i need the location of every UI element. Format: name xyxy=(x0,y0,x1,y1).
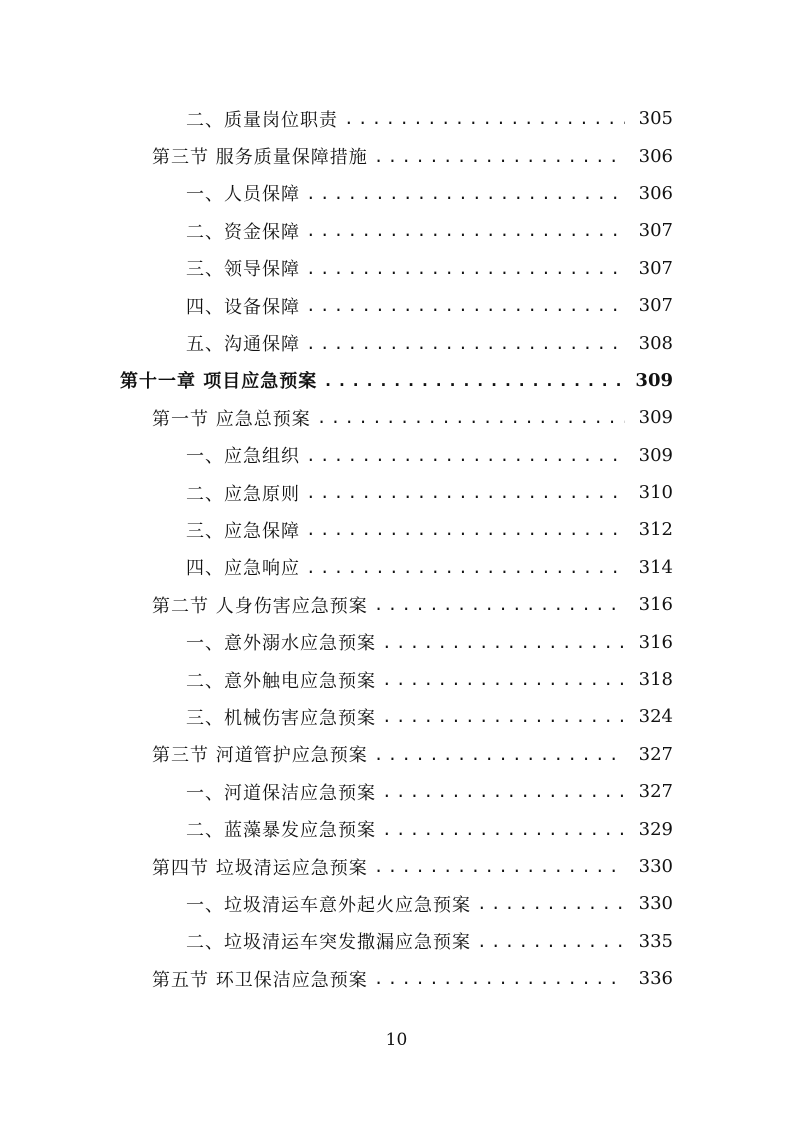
toc-entry-title: 一、河道保洁应急预案 xyxy=(186,782,376,804)
toc-dot-leader xyxy=(382,820,625,839)
toc-entry-page: 309 xyxy=(638,407,673,429)
toc-entry-title: 第一节 应急总预案 xyxy=(152,408,311,430)
toc-entry-page: 316 xyxy=(638,594,673,616)
toc-entry[interactable] xyxy=(0,437,793,474)
toc-entry-title: 一、垃圾清运车意外起火应急预案 xyxy=(186,894,471,916)
toc-entry-page: 335 xyxy=(638,930,673,952)
toc-entry[interactable] xyxy=(0,324,793,361)
toc-entry-page: 305 xyxy=(638,108,673,130)
toc-dot-leader xyxy=(306,558,625,577)
toc-entry-page: 327 xyxy=(638,781,673,803)
toc-entry[interactable] xyxy=(0,474,793,511)
toc-entry-title: 一、意外溺水应急预案 xyxy=(186,633,376,655)
toc-dot-leader xyxy=(306,483,625,502)
toc-dot-leader xyxy=(382,707,625,726)
toc-entry[interactable] xyxy=(0,362,793,399)
toc-entry[interactable] xyxy=(0,885,793,922)
toc-entry-page: 336 xyxy=(638,968,673,990)
toc-entry-title: 二、质量岗位职责 xyxy=(186,109,338,131)
toc-dot-leader xyxy=(306,184,625,203)
toc-entry-page: 307 xyxy=(638,295,673,317)
toc-dot-leader xyxy=(317,408,625,427)
toc-entry-page: 329 xyxy=(638,818,673,840)
toc-entry-title: 二、垃圾清运车突发撒漏应急预案 xyxy=(186,932,471,954)
toc-entry-title: 第十一章 项目应急预案 xyxy=(120,371,318,393)
toc-entry-title: 第三节 服务质量保障措施 xyxy=(152,147,368,169)
toc-entry-page: 309 xyxy=(635,369,673,391)
toc-entry-page: 318 xyxy=(638,669,673,691)
toc-entry-title: 三、应急保障 xyxy=(186,520,300,542)
toc-entry-title: 第五节 环卫保洁应急预案 xyxy=(152,969,368,991)
toc-entry[interactable] xyxy=(0,661,793,698)
toc-dot-leader xyxy=(374,969,625,988)
toc-dot-leader xyxy=(306,221,625,240)
toc-dot-leader xyxy=(382,633,625,652)
toc-entry-title: 三、机械伤害应急预案 xyxy=(186,707,376,729)
toc-entry[interactable] xyxy=(0,923,793,960)
toc-entry-title: 五、沟通保障 xyxy=(186,334,300,356)
toc-entry[interactable] xyxy=(0,549,793,586)
toc-dot-leader xyxy=(306,446,625,465)
toc-dot-leader xyxy=(382,782,625,801)
toc-entry-page: 307 xyxy=(638,220,673,242)
toc-entry[interactable] xyxy=(0,848,793,885)
toc-entry-title: 四、设备保障 xyxy=(186,296,300,318)
toc-entry-title: 第四节 垃圾清运应急预案 xyxy=(152,857,368,879)
toc-dot-leader xyxy=(306,259,625,278)
toc-entry[interactable] xyxy=(0,586,793,623)
toc-dot-leader xyxy=(374,745,625,764)
toc-entry-title: 二、应急原则 xyxy=(186,483,300,505)
toc-entry[interactable] xyxy=(0,175,793,212)
toc-entry-page: 310 xyxy=(638,482,673,504)
toc-entry[interactable] xyxy=(0,137,793,174)
toc-entry-title: 一、应急组织 xyxy=(186,446,300,468)
toc-entry-page: 312 xyxy=(638,519,673,541)
toc-entry-page: 316 xyxy=(638,631,673,653)
toc-entry-page: 314 xyxy=(638,556,673,578)
toc-entry-page: 309 xyxy=(638,444,673,466)
toc-entry-page: 308 xyxy=(638,332,673,354)
toc-entry-page: 306 xyxy=(638,145,673,167)
toc-entry[interactable] xyxy=(0,212,793,249)
toc-entry-page: 327 xyxy=(638,743,673,765)
toc-entry[interactable] xyxy=(0,100,793,137)
toc-entry[interactable] xyxy=(0,736,793,773)
toc-entry-title: 二、蓝藻暴发应急预案 xyxy=(186,820,376,842)
toc-dot-leader xyxy=(374,147,625,166)
toc-entry-title: 二、资金保障 xyxy=(186,221,300,243)
toc-dot-leader xyxy=(306,334,625,353)
toc-entry-title: 四、应急响应 xyxy=(186,558,300,580)
toc-entry[interactable] xyxy=(0,250,793,287)
toc-dot-leader xyxy=(477,932,625,951)
toc-entry[interactable] xyxy=(0,810,793,847)
toc-entry-title: 第三节 河道管护应急预案 xyxy=(152,745,368,767)
toc-dot-leader xyxy=(306,520,625,539)
toc-entry[interactable] xyxy=(0,773,793,810)
toc-dot-leader xyxy=(477,894,625,913)
toc-entry-page: 307 xyxy=(638,257,673,279)
toc-entry-page: 306 xyxy=(638,182,673,204)
toc-entry-page: 324 xyxy=(638,706,673,728)
toc-dot-leader xyxy=(374,857,625,876)
toc-entry[interactable] xyxy=(0,511,793,548)
toc-dot-leader xyxy=(382,670,625,689)
toc-entry-title: 一、人员保障 xyxy=(186,184,300,206)
toc-entry[interactable] xyxy=(0,399,793,436)
toc-entry-title: 二、意外触电应急预案 xyxy=(186,670,376,692)
toc-entry[interactable] xyxy=(0,287,793,324)
toc-entry-title: 三、领导保障 xyxy=(186,259,300,281)
toc-entry[interactable] xyxy=(0,623,793,660)
page-number: 10 xyxy=(385,1030,408,1050)
toc-entry-page: 330 xyxy=(638,856,673,877)
toc-dot-leader xyxy=(323,371,625,390)
toc-dot-leader xyxy=(306,296,625,315)
toc-entry-title: 第二节 人身伤害应急预案 xyxy=(152,595,368,617)
table-of-contents xyxy=(0,100,793,997)
toc-entry-page: 330 xyxy=(638,893,673,915)
toc-dot-leader xyxy=(344,109,625,128)
toc-entry[interactable] xyxy=(0,960,793,997)
toc-entry[interactable] xyxy=(0,698,793,735)
toc-dot-leader xyxy=(374,595,625,614)
